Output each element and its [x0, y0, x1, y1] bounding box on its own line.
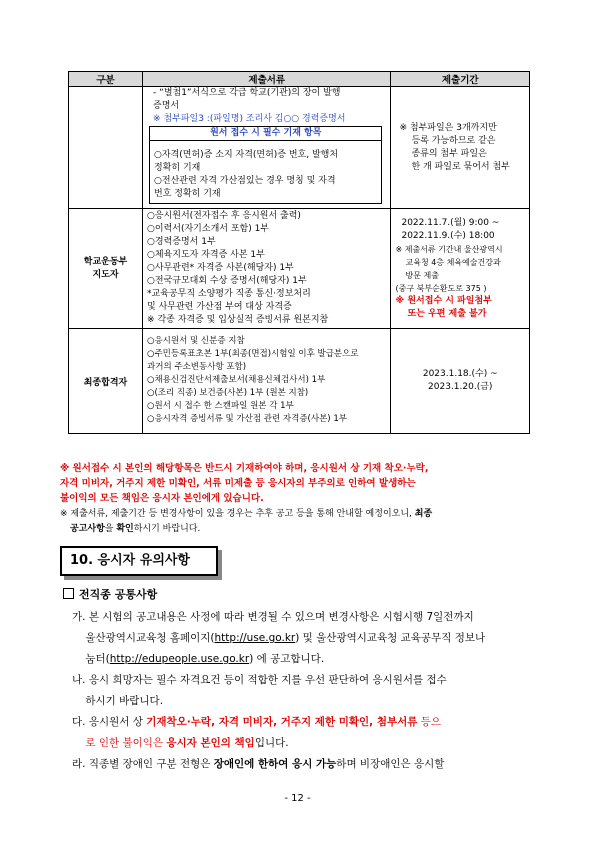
required-fields-title: 원서 접수 시 필수 기재 항목: [150, 127, 381, 141]
period-line: ※ 제출서류 기간내 울산광역시: [395, 244, 503, 254]
warning-line: 불이익의 모든 책임은 응시자 본인에게 있습니다.: [60, 493, 264, 504]
required-item: ○자격(면허)증 소지 자격(면허)증 번호, 발행처: [154, 150, 339, 160]
documents-cell: [143, 87, 391, 209]
period-warning: ※ 원서접수 시 파일첨부: [395, 295, 492, 306]
item-text: 입니다.: [254, 737, 289, 749]
doc-line: ○사무관련* 자격증 사본(해당자) 1부: [147, 263, 294, 273]
table-header-row: [69, 72, 530, 87]
period-line: 방문 제출: [405, 270, 439, 280]
doc-line: ○응시원서 및 신분증 지참: [147, 336, 245, 346]
doc-line: - “별첨1”서식으로 각급 학교(기관)의 장이 발행: [153, 88, 341, 98]
period-cell: [391, 329, 530, 434]
notice-item: 가. 본 시험의 공고내용은 사정에 따라 변경될 수 있으며 변경사항은 시험시행 7일전까지: [72, 611, 474, 623]
item-text: 라. 직종별 장애인 구분 전형은: [72, 758, 214, 770]
item-text: 하며 비장애인은 응시할: [336, 758, 445, 770]
documents-cell: [143, 209, 391, 329]
item-text: 다. 응시원서 상: [72, 716, 147, 728]
required-fields-box: [149, 126, 382, 204]
info-bold: 공고사항: [70, 524, 105, 534]
period-warning: 또는 우편 제출 불가: [407, 308, 487, 319]
notice-items: [72, 607, 546, 775]
page-number: - 12 -: [284, 793, 311, 804]
doc-line: ○(조리 직종) 보건증(사본) 1부 (원본 지참): [147, 388, 309, 398]
submission-table: [68, 71, 530, 434]
doc-line: ○경력증명서 1부: [147, 237, 216, 247]
header-category: 구분: [69, 72, 143, 87]
doc-line: 증명서: [153, 101, 180, 111]
period-cell: [391, 209, 530, 329]
period-line: 2022.11.7.(월) 9:00 ~: [401, 217, 500, 228]
item-text: ) 에 공고합니다.: [249, 653, 325, 665]
period-line: 종류의 첨부 파일은: [411, 148, 487, 159]
notice-item: [72, 754, 546, 775]
category-cell: [69, 209, 143, 329]
homepage-link[interactable]: http://use.go.kr: [214, 632, 296, 644]
item-text: 등으: [417, 716, 442, 728]
header-documents: 제출서류: [143, 72, 391, 87]
doc-line: ○응시자격 증빙서류 및 가산점 관련 자격증(사본) 1부: [147, 414, 347, 424]
doc-line: ○주민등록표초본 1부(최종(면접)시험일 이후 발급분으로: [147, 349, 359, 359]
info-bold: 확인: [116, 524, 134, 534]
warning-line: ※ 원서접수 시 본인의 해당항목은 반드시 기재하여야 하며, 응시원서 상 기재 착오·누락,: [60, 463, 429, 474]
notice-item: [72, 733, 546, 754]
period-line: (중구 북부순환도로 375 ): [395, 283, 487, 293]
period-line: ※ 첨부파일은 3개까지만: [399, 122, 497, 133]
info-text: ※ 제출서류, 제출기간 등 변경사항이 있을 경우는 추후 공고 등을 통해 안내할 예정이오니,: [60, 509, 415, 519]
checkbox-square-icon: [63, 588, 74, 599]
period-line: 2023.1.18.(수) ~: [422, 369, 498, 379]
info-note: [60, 507, 540, 537]
subsection-heading: [63, 586, 157, 602]
doc-line: ○체육지도자 자격증 사본 1부: [147, 250, 265, 260]
item-text: 로 인한 불이익은: [72, 737, 167, 749]
edupeople-link[interactable]: http://edupeople.use.go.kr: [109, 653, 250, 665]
item-emphasis: 장애인에 한하여 응시 가능: [213, 758, 337, 770]
header-period: 제출기간: [391, 72, 530, 87]
period-line: 2023.1.20.(금): [428, 382, 493, 392]
period-line: 등록 가능하므로 같은: [411, 135, 496, 146]
notice-item: 나. 응시 희망자는 필수 자격요건 등이 적합한 지를 우선 판단하여 응시원서를 접수: [72, 674, 447, 686]
doc-line: ※ 각종 자격증 및 입상실적 증빙서류 원본지참: [147, 315, 329, 325]
doc-line: 과거의 주소변동사항 포함): [147, 362, 247, 372]
period-line: 교육청 4층 체육예술건강과: [405, 257, 501, 267]
category-cell-empty: [69, 87, 143, 209]
table-row: [69, 329, 530, 434]
notice-item: [72, 649, 546, 670]
item-text: 눔터(: [72, 653, 110, 665]
period-line: 2022.11.9.(수) 18:00: [401, 230, 495, 241]
section-title: 10. 응시자 유의사항: [60, 546, 218, 576]
item-emphasis: 기재착오·누락, 자격 미비자, 거주지 제한 미확인, 첨부서류: [146, 716, 418, 728]
notice-item: [72, 712, 546, 733]
period-line: 한 개 파일로 묶어서 첨부: [411, 161, 510, 172]
category-label: 지도자: [92, 269, 119, 280]
item-emphasis: 응시자 본인의 책임: [166, 737, 255, 749]
doc-line: *교육공무직 소양평가 직종 통신·정보처리: [147, 289, 311, 299]
doc-line: ○채용신검진단서제출보서(채용신체검사서) 1부: [147, 375, 326, 385]
category-label: 학교운동부: [83, 256, 128, 267]
info-bold: 최종: [414, 509, 433, 519]
item-text: 울산광역시교육청 홈페이지(: [72, 632, 215, 644]
documents-cell: [143, 329, 391, 434]
doc-line: ○전국규모대회 수상 증명서(해당자) 1부: [147, 276, 307, 286]
category-cell: 최종합격자: [69, 329, 143, 434]
doc-line: ○응시원서(전자접수 후 응시원서 출력): [147, 211, 301, 221]
doc-line: 및 사무관련 가산점 부여 대상 자격증: [147, 302, 292, 312]
item-text: ) 및 울산광역시교육청 교육공무직 정보나: [295, 632, 486, 644]
doc-line: ○이력서(자기소개서 포함) 1부: [147, 224, 270, 234]
notes-block: [60, 461, 540, 537]
notice-item: [72, 628, 546, 649]
warning-line: 자격 미비자, 거주지 제한 미확인, 서류 미제출 등 응시자의 부주의로 인하여 발생하는: [60, 478, 416, 489]
subsection-title: 전직종 공통사항: [79, 588, 158, 601]
required-item: ○전산관련 자격 가산점있는 경우 명칭 및 자격: [154, 176, 336, 186]
info-text: 을: [104, 524, 117, 534]
required-item: 정확히 기재: [154, 163, 201, 173]
table-row: [69, 87, 530, 209]
info-text: 하시기 바랍니다.: [133, 524, 201, 534]
notice-item: 하시기 바랍니다.: [72, 695, 164, 707]
table-row: [69, 209, 530, 329]
attachment-note: ※ 첨부파일3 :(파일명) 조리사 김○○ 경력증명서: [153, 114, 346, 124]
doc-line: ○원서 시 접수 한 스캔파일 원본 각 1부: [147, 401, 294, 411]
required-item: 번호 정확히 기재: [154, 189, 221, 199]
period-cell: [391, 87, 530, 209]
